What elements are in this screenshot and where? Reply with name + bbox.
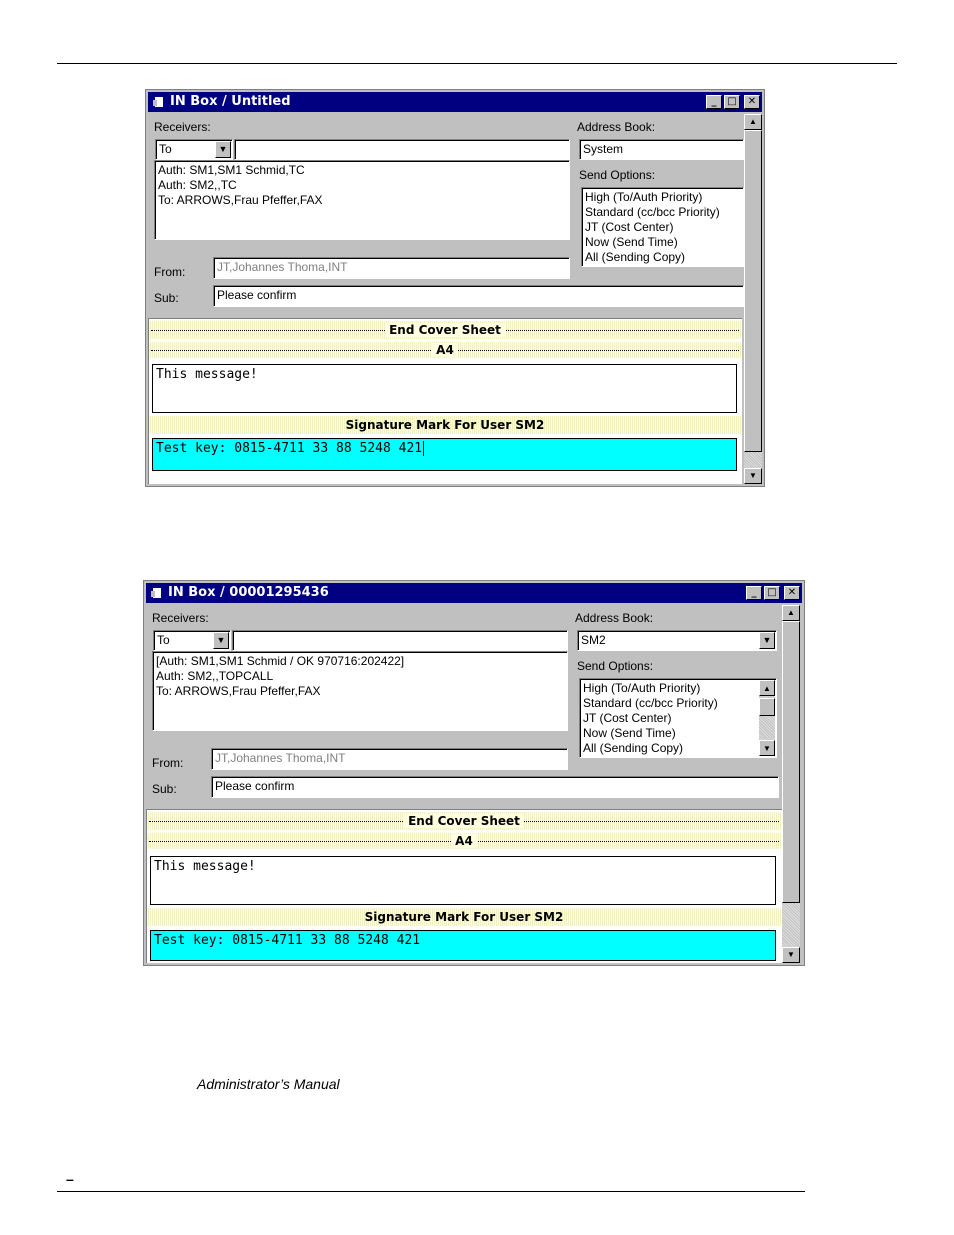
title-bar[interactable]: [148, 92, 762, 112]
end-cover-sheet-label: End Cover Sheet: [404, 814, 524, 828]
end-cover-sheet-band: [147, 812, 781, 830]
minimize-button[interactable]: _: [706, 95, 722, 109]
list-item[interactable]: Now (Send Time): [585, 235, 678, 249]
close-button[interactable]: ✕: [784, 586, 800, 600]
maximize-button[interactable]: □: [724, 95, 740, 109]
send-options-list[interactable]: [581, 187, 744, 267]
receiver-type-select[interactable]: [155, 139, 233, 160]
address-book-value: SM2: [581, 633, 606, 647]
signature-band: [147, 908, 781, 926]
text-cursor: [423, 441, 424, 456]
list-item[interactable]: All (Sending Copy): [583, 741, 684, 755]
scroll-up-button[interactable]: ▲: [744, 114, 762, 130]
scroll-down-button[interactable]: ▼: [744, 468, 762, 484]
address-book-select[interactable]: [577, 630, 777, 651]
inbox-window-untitled: [145, 89, 765, 487]
close-button[interactable]: ✕: [744, 95, 760, 109]
sub-label: Sub:: [152, 782, 177, 796]
scroll-thumb[interactable]: [744, 130, 762, 452]
list-item[interactable]: To: ARROWS,Frau Pfeffer,FAX: [158, 193, 323, 207]
subject-field[interactable]: Please confirm: [211, 776, 779, 798]
scroll-thumb[interactable]: [759, 698, 775, 716]
from-label: From:: [152, 756, 184, 770]
send-options-label: Send Options:: [579, 168, 656, 182]
list-item[interactable]: [Auth: SM1,SM1 Schmid / OK 970716:202422]: [156, 654, 405, 668]
vertical-scrollbar[interactable]: [744, 114, 762, 484]
test-key-value: Test key: 0815-4711 33 88 5248 421: [156, 441, 423, 456]
receivers-list[interactable]: [152, 651, 568, 731]
signature-mark-label: Signature Mark For User SM2: [364, 910, 564, 924]
signature-mark-label: Signature Mark For User SM2: [345, 418, 545, 432]
test-key-field[interactable]: [150, 930, 776, 961]
test-key-field[interactable]: [152, 438, 737, 471]
list-item[interactable]: To: ARROWS,Frau Pfeffer,FAX: [156, 684, 321, 698]
receiver-type-value: To: [157, 633, 170, 647]
chevron-down-icon[interactable]: ▼: [759, 632, 775, 649]
from-field[interactable]: JT,Johannes Thoma,INT: [211, 748, 568, 770]
address-book-label: Address Book:: [577, 120, 656, 134]
scroll-up-button[interactable]: ▲: [759, 680, 775, 696]
list-item[interactable]: Standard (cc/bcc Priority): [583, 696, 718, 710]
list-item[interactable]: High (To/Auth Priority): [583, 681, 701, 695]
from-field[interactable]: JT,Johannes Thoma,INT: [213, 257, 570, 279]
header-rule: [57, 63, 897, 64]
chevron-down-icon[interactable]: ▼: [215, 141, 231, 158]
signature-band: [149, 416, 741, 434]
title-bar[interactable]: [146, 583, 802, 603]
end-cover-sheet-label: End Cover Sheet: [385, 323, 505, 337]
maximize-button[interactable]: □: [764, 586, 780, 600]
scroll-thumb[interactable]: [782, 621, 800, 903]
send-options-scrollbar[interactable]: [759, 680, 775, 756]
receivers-label: Receivers:: [154, 120, 211, 134]
paper-size-band: [149, 342, 741, 358]
paper-size-label: A4: [432, 343, 458, 357]
message-editor[interactable]: This message!: [150, 856, 776, 905]
message-editor[interactable]: This message!: [152, 364, 737, 413]
receivers-label: Receivers:: [152, 611, 209, 625]
test-key-value: Test key: 0815-4711 33 88 5248 421: [154, 933, 421, 948]
receiver-type-value: To: [159, 142, 172, 156]
inbox-window-00001295436: [143, 580, 805, 966]
page-marker: –: [66, 1171, 74, 1187]
list-item[interactable]: High (To/Auth Priority): [585, 190, 703, 204]
list-item[interactable]: Auth: SM2,,TC: [158, 178, 237, 192]
scroll-down-button[interactable]: ▼: [782, 947, 800, 963]
from-label: From:: [154, 265, 186, 279]
scroll-up-button[interactable]: ▲: [782, 605, 800, 621]
list-item[interactable]: All (Sending Copy): [585, 250, 686, 264]
list-item[interactable]: Auth: SM2,,TOPCALL: [156, 669, 274, 683]
end-cover-sheet-band: [149, 321, 741, 339]
document-icon: [150, 586, 164, 600]
receivers-list[interactable]: [154, 160, 570, 240]
paper-size-band: [147, 833, 781, 849]
address-book-field[interactable]: System: [579, 139, 744, 160]
address-book-label: Address Book:: [575, 611, 654, 625]
vertical-scrollbar[interactable]: [782, 605, 800, 963]
list-item[interactable]: JT (Cost Center): [585, 220, 674, 234]
list-item[interactable]: JT (Cost Center): [583, 711, 672, 725]
minimize-button[interactable]: _: [746, 586, 762, 600]
send-options-list[interactable]: [579, 678, 777, 758]
window-title: IN Box / Untitled: [170, 94, 291, 109]
chevron-down-icon[interactable]: ▼: [213, 632, 229, 649]
window-title: IN Box / 00001295436: [168, 585, 329, 600]
subject-field[interactable]: Please confirm: [213, 285, 744, 307]
list-item[interactable]: Standard (cc/bcc Priority): [585, 205, 720, 219]
footer-rule: [57, 1191, 805, 1192]
scroll-down-button[interactable]: ▼: [759, 740, 775, 756]
receiver-input[interactable]: [232, 630, 568, 651]
manual-title: Administrator’s Manual: [197, 1076, 340, 1092]
sub-label: Sub:: [154, 291, 179, 305]
paper-size-label: A4: [451, 834, 477, 848]
receiver-input[interactable]: [234, 139, 570, 160]
list-item[interactable]: Auth: SM1,SM1 Schmid,TC: [158, 163, 305, 177]
document-icon: [152, 95, 166, 109]
send-options-label: Send Options:: [577, 659, 654, 673]
receiver-type-select[interactable]: [153, 630, 231, 651]
list-item[interactable]: Now (Send Time): [583, 726, 676, 740]
